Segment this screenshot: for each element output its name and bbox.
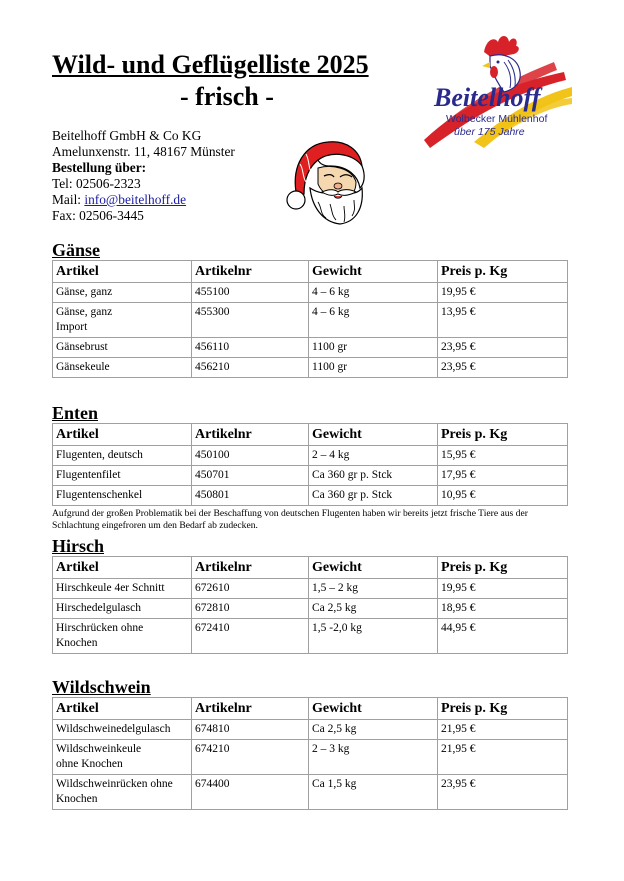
table-row xyxy=(53,720,568,740)
section-wildschwein xyxy=(52,677,567,810)
cell-preis: 23,95 € xyxy=(438,338,568,358)
table-row xyxy=(53,358,568,378)
cell-artikel: Wildschweinkeule ohne Knochen xyxy=(53,740,192,775)
cell-preis: 13,95 € xyxy=(438,303,568,338)
logo-line2: über 175 Jahre xyxy=(454,126,525,138)
cell-artikelnr: 450100 xyxy=(192,446,309,466)
col-header-artikelnr: Artikelnr xyxy=(192,698,309,720)
cell-artikelnr: 672410 xyxy=(192,619,309,654)
cell-gewicht: Ca 2,5 kg xyxy=(309,720,438,740)
col-header-gewicht: Gewicht xyxy=(309,698,438,720)
col-header-gewicht: Gewicht xyxy=(309,424,438,446)
cell-artikelnr: 455100 xyxy=(192,283,309,303)
cell-preis: 23,95 € xyxy=(438,358,568,378)
table-row xyxy=(53,486,568,506)
cell-artikel: Wildschweinrücken ohne Knochen xyxy=(53,775,192,810)
section-title: Wildschwein xyxy=(52,677,151,697)
cell-gewicht: 1100 gr xyxy=(309,338,438,358)
product-table xyxy=(52,423,568,506)
page-subtitle: - frisch - xyxy=(180,82,274,111)
col-header-preis: Preis p. Kg xyxy=(438,557,568,579)
phone: Tel: 02506-2323 xyxy=(52,176,141,191)
cell-artikelnr: 672810 xyxy=(192,599,309,619)
company-address: Amelunxenstr. 11, 48167 Münster xyxy=(52,144,235,159)
cell-gewicht: 2 – 4 kg xyxy=(309,446,438,466)
section-title: Gänse xyxy=(52,240,101,260)
cell-preis: 10,95 € xyxy=(438,486,568,506)
table-row xyxy=(53,338,568,358)
company-name: Beitelhoff GmbH & Co KG xyxy=(52,128,202,143)
cell-artikelnr: 674400 xyxy=(192,775,309,810)
cell-preis: 44,95 € xyxy=(438,619,568,654)
table-row xyxy=(53,775,568,810)
cell-preis: 19,95 € xyxy=(438,579,568,599)
col-header-gewicht: Gewicht xyxy=(309,261,438,283)
cell-gewicht: Ca 360 gr p. Stck xyxy=(309,466,438,486)
section-hirsch xyxy=(52,536,567,654)
table-row xyxy=(53,740,568,775)
col-header-artikel: Artikel xyxy=(53,261,192,283)
mail-link[interactable]: info@beitelhoff.de xyxy=(84,192,187,207)
cell-gewicht: 4 – 6 kg xyxy=(309,283,438,303)
cell-artikelnr: 455300 xyxy=(192,303,309,338)
enten-note: Aufgrund der großen Problematik bei der Beschaffung von deutschen Flugenten haben wir bereits jetzt frische Tiere aus der Schlachtung eingefroren um den Bedarf ab zudecken. xyxy=(52,508,528,531)
table-row xyxy=(53,283,568,303)
cell-artikel: Flugentenfilet xyxy=(53,466,192,486)
col-header-artikel: Artikel xyxy=(53,424,192,446)
fax: Fax: 02506-3445 xyxy=(52,208,144,223)
cell-artikel: Flugenten, deutsch xyxy=(53,446,192,466)
cell-artikel: Wildschweinedelgulasch xyxy=(53,720,192,740)
col-header-artikelnr: Artikelnr xyxy=(192,261,309,283)
cell-artikel: Gänsebrust xyxy=(53,338,192,358)
col-header-artikelnr: Artikelnr xyxy=(192,557,309,579)
cell-preis: 18,95 € xyxy=(438,599,568,619)
table-row xyxy=(53,579,568,599)
cell-preis: 15,95 € xyxy=(438,446,568,466)
cell-gewicht: Ca 360 gr p. Stck xyxy=(309,486,438,506)
santa-claus-illustration xyxy=(282,136,368,228)
cell-gewicht: Ca 1,5 kg xyxy=(309,775,438,810)
section-title: Hirsch xyxy=(52,536,104,556)
cell-gewicht: 1100 gr xyxy=(309,358,438,378)
product-table xyxy=(52,556,568,654)
logo-line1: Wolbecker Mühlenhof xyxy=(446,113,548,125)
col-header-preis: Preis p. Kg xyxy=(438,424,568,446)
col-header-gewicht: Gewicht xyxy=(309,557,438,579)
col-header-artikelnr: Artikelnr xyxy=(192,424,309,446)
col-header-preis: Preis p. Kg xyxy=(438,698,568,720)
cell-artikelnr: 674810 xyxy=(192,720,309,740)
section-gaense xyxy=(52,240,567,378)
cell-gewicht: 1,5 – 2 kg xyxy=(309,579,438,599)
cell-artikelnr: 456210 xyxy=(192,358,309,378)
cell-artikelnr: 674210 xyxy=(192,740,309,775)
col-header-artikel: Artikel xyxy=(53,557,192,579)
cell-artikel: Hirschedelgulasch xyxy=(53,599,192,619)
beitelhoff-logo xyxy=(414,32,574,154)
col-header-preis: Preis p. Kg xyxy=(438,261,568,283)
table-header-row xyxy=(53,424,568,446)
table-header-row xyxy=(53,557,568,579)
cell-gewicht: Ca 2,5 kg xyxy=(309,599,438,619)
cell-gewicht: 4 – 6 kg xyxy=(309,303,438,338)
table-header-row xyxy=(53,261,568,283)
product-table xyxy=(52,260,568,378)
logo-brand-text: Beitelhoff xyxy=(434,83,541,112)
cell-preis: 21,95 € xyxy=(438,720,568,740)
table-row xyxy=(53,619,568,654)
mail-line xyxy=(52,192,235,208)
table-row xyxy=(53,599,568,619)
cell-artikel: Hirschkeule 4er Schnitt xyxy=(53,579,192,599)
section-enten xyxy=(52,403,567,532)
mail-label: Mail: xyxy=(52,192,85,207)
cell-artikel: Gänsekeule xyxy=(53,358,192,378)
cell-artikel: Flugentenschenkel xyxy=(53,486,192,506)
section-title: Enten xyxy=(52,403,99,423)
cell-gewicht: 2 – 3 kg xyxy=(309,740,438,775)
cell-artikel: Gänse, ganz Import xyxy=(53,303,192,338)
cell-gewicht: 1,5 -2,0 kg xyxy=(309,619,438,654)
page-title: Wild- und Geflügelliste 2025 xyxy=(52,50,369,79)
order-label: Bestellung über: xyxy=(52,160,147,175)
cell-preis: 21,95 € xyxy=(438,740,568,775)
col-header-artikel: Artikel xyxy=(53,698,192,720)
cell-artikel: Hirschrücken ohne Knochen xyxy=(53,619,192,654)
table-header-row xyxy=(53,698,568,720)
table-row xyxy=(53,303,568,338)
table-row xyxy=(53,446,568,466)
product-table xyxy=(52,697,568,810)
cell-preis: 19,95 € xyxy=(438,283,568,303)
cell-artikelnr: 450801 xyxy=(192,486,309,506)
cell-artikel: Gänse, ganz xyxy=(53,283,192,303)
cell-preis: 23,95 € xyxy=(438,775,568,810)
cell-artikelnr: 450701 xyxy=(192,466,309,486)
cell-artikelnr: 672610 xyxy=(192,579,309,599)
contact-block xyxy=(52,128,235,224)
cell-preis: 17,95 € xyxy=(438,466,568,486)
table-row xyxy=(53,466,568,486)
cell-artikelnr: 456110 xyxy=(192,338,309,358)
